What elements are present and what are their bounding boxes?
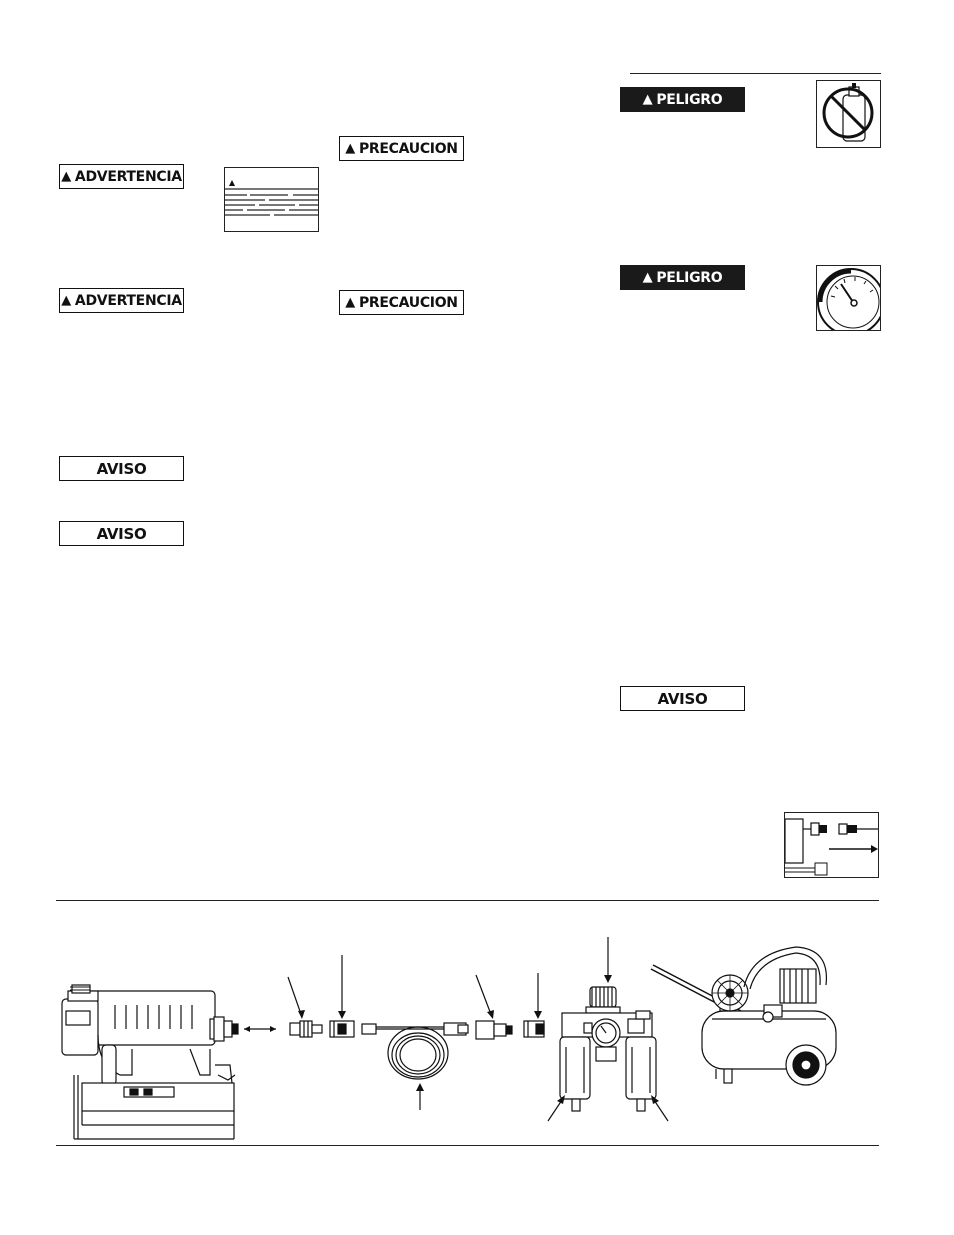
diagram-bottom-rule [56, 1145, 879, 1146]
advertencia-badge-1 [59, 164, 184, 189]
aviso-label: AVISO [96, 459, 147, 478]
air-system-diagram [40, 925, 880, 1143]
aviso-label: AVISO [657, 689, 708, 708]
nailer-tool-illustration [62, 985, 238, 1139]
warning-triangle-icon: ▲ [345, 141, 355, 156]
air-coupler-illustration [330, 1021, 354, 1037]
warning-triangle-icon: ▲ [345, 295, 355, 310]
warning-triangle-icon: ▲ [642, 270, 653, 285]
top-right-rule [630, 73, 881, 74]
air-hose-illustration [362, 1023, 468, 1079]
advertencia-badge-2 [59, 288, 184, 313]
aviso-badge-2 [59, 521, 184, 546]
advertencia-label: ADVERTENCIA [74, 168, 182, 185]
coupler-disconnect-icon [784, 812, 879, 878]
precaucion-badge-1 [339, 136, 464, 161]
warning-triangle-icon: ▲ [61, 293, 71, 308]
air-plug-illustration [290, 1021, 322, 1037]
precaucion-label: PRECAUCION [358, 140, 458, 157]
warning-triangle-icon: ▲ [642, 92, 653, 107]
peligro-label: PELIGRO [656, 269, 723, 286]
air-compressor-illustration [652, 947, 836, 1085]
precaucion-badge-2 [339, 290, 464, 315]
diagram-top-rule [56, 900, 879, 901]
precaucion-label: PRECAUCION [358, 294, 458, 311]
warning-label-illustration [224, 167, 319, 232]
peligro-label: PELIGRO [656, 91, 723, 108]
aviso-label: AVISO [96, 524, 147, 543]
pressure-gauge-icon [816, 265, 881, 331]
filter-regulator-lubricator-illustration [560, 987, 656, 1111]
aviso-badge-3 [620, 686, 745, 711]
advertencia-label: ADVERTENCIA [74, 292, 182, 309]
peligro-badge-2 [620, 265, 745, 290]
peligro-badge-1 [620, 87, 745, 112]
prohibited-tank-icon [816, 80, 881, 148]
warning-triangle-icon: ▲ [61, 169, 71, 184]
air-fitting-illustration [476, 1021, 544, 1039]
aviso-badge-1 [59, 456, 184, 481]
